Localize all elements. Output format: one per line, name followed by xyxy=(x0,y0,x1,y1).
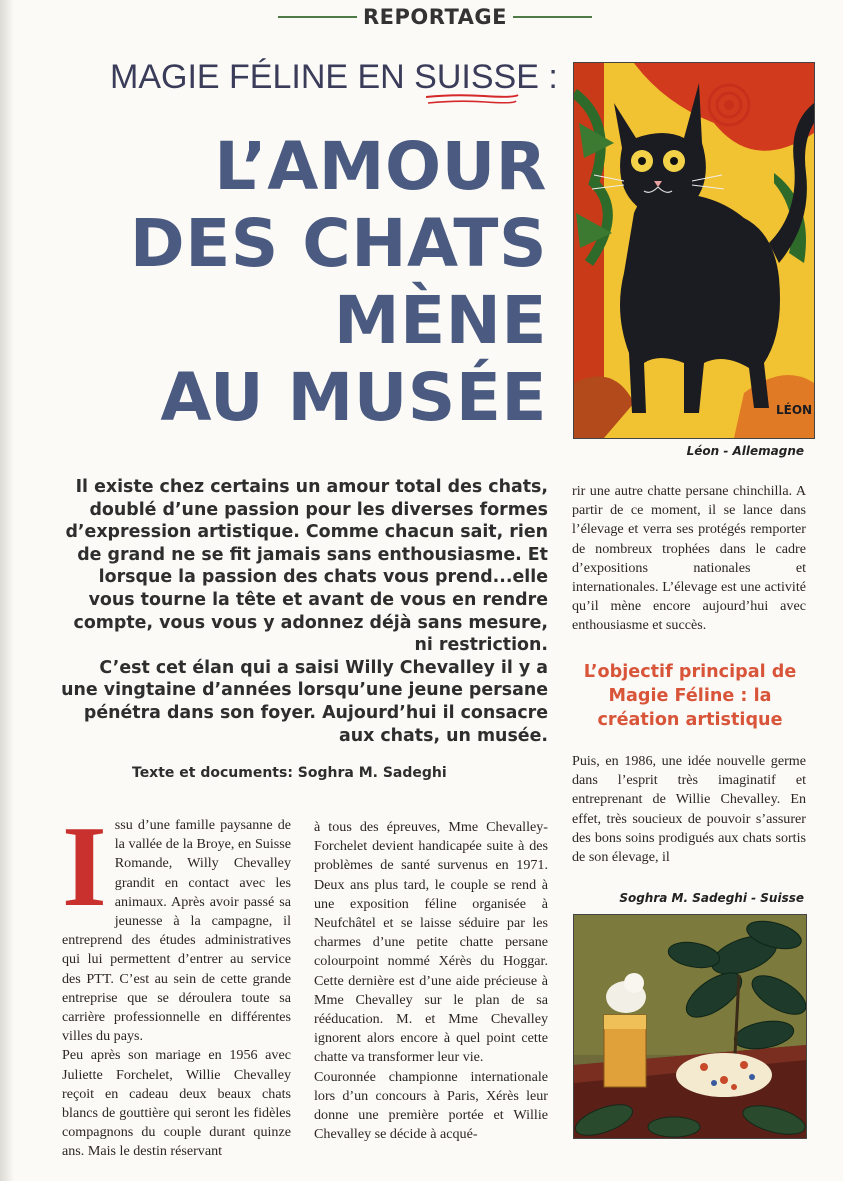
caption-photo-2: Soghra M. Sadeghi - Suisse xyxy=(619,891,804,905)
lead-paragraph-1: Il existe chez certains un amour total des chats, doublé d’une passion pour les diverses formes d’expression artistique. Comme chacun sait, rien de grand ne se fit jamais sans enthousiasme. Et lorsque la passion des chats vous prend...elle vous tourne la tête et avant de vous en rendre compte, vous vous y adonnez déjà sans mesure, ni restriction. xyxy=(65,477,548,656)
column-1-paragraph-1 xyxy=(62,803,291,1046)
body-column-3 xyxy=(572,482,806,636)
section-rubric xyxy=(278,2,592,32)
headline-line-4: AU MUSÉE xyxy=(160,359,547,436)
body-column-1 xyxy=(62,803,291,1162)
rubric-label: REPORTAGE xyxy=(363,5,508,29)
painting-black-cat xyxy=(573,62,815,439)
handwritten-underline xyxy=(424,92,520,106)
drop-cap: I xyxy=(62,803,107,930)
painting-still-life-cats xyxy=(573,914,807,1139)
headline-line-1: L’AMOUR xyxy=(214,128,547,205)
column-2-paragraph-1: à tous des épreuves, Mme Chevalley-Forchelet devient handicapée suite à des problèmes de santé survenus en 1971. Deux ans plus tard, le couple se rend à une exposition féline organisée à Neufchâtel et se laisse séduire par les charmes d’une petite chatte persane colourpoint nommé Xérès du Hoggar. Cette dernière est d’une aide précieuse à Mme Chevalley sur le plan de sa rééducation. M. et Mme Chevalley ignorent alors encore à quel point cette chatte va transformer leur vie. xyxy=(314,819,548,1066)
subheading: L’objectif principal de Magie Féline : la création artistique xyxy=(583,662,797,730)
column-2-paragraph-2: Couronnée championne internationale lors d’un concours à Paris, Xérès leur donne une première portée et Willie Chevalley se décide à acqué- xyxy=(314,1068,548,1143)
column-1-paragraph-2: Peu après son mariage en 1956 avec Juliette Forchelet, Willie Chevalley reçoit en cadeau deux beaux chats blancs de gouttière qui seront les fidèles compagnons du couple durant quinze ans. Mais le destin réservant xyxy=(62,1047,291,1160)
column-3-paragraph-1: rir une autre chatte persane chinchilla. A partir de ce moment, il se lance dans l’élevage et verra ses protégés remporter de nombreux trophées dans le cadre d’expositions nationales et internationales. L’élevage est une activité qu’il mène encore aujourd’hui avec enthousiasme et succès. xyxy=(572,483,806,634)
headline xyxy=(100,128,547,436)
lead-paragraph-2: C’est cet élan qui a saisi Willy Chevalley il y a une vingtaine d’années lorsqu’une jeune persane pénétra dans son foyer. Aujourd’hui il consacre aux chats, un musée. xyxy=(61,657,548,746)
body-column-2 xyxy=(314,818,548,1144)
headline-line-3: MÈNE xyxy=(333,282,547,359)
kicker: MAGIE FÉLINE EN SUISSE : xyxy=(110,58,558,96)
page-edge-shadow xyxy=(0,0,14,1181)
column-1-paragraph-1-text: ssu d’une famille paysanne de la vallée de la Broye, en Suisse Romande, Willy Chevalley grandit en contact avec les animaux. Après avoir passé sa jeunesse à la campagne, il entreprend des études administratives qui lui permettent d’entrer au service des PTT. C’est au sein de cette grande entreprise que se déroulera toute sa carrière professionnelle en différentes villes du pays. xyxy=(62,817,291,1045)
rubric-rule-left xyxy=(278,16,357,18)
column-3b-paragraph-1: Puis, en 1986, une idée nouvelle germe dans l’esprit très imaginatif et entreprenant de Willie Chevalley. En effet, très soucieux de pouvoir s’assurer des bons soins prodigués aux chats sortis de son élevage, il xyxy=(572,753,806,866)
byline: Texte et documents: Soghra M. Sadeghi xyxy=(132,765,447,781)
body-column-3b xyxy=(572,752,806,867)
painting-signature: LÉON xyxy=(776,403,813,417)
rubric-rule-right xyxy=(513,16,592,18)
headline-line-2: DES CHATS xyxy=(129,205,547,282)
lead-paragraph xyxy=(60,476,548,747)
caption-photo-1: Léon - Allemagne xyxy=(686,444,804,458)
